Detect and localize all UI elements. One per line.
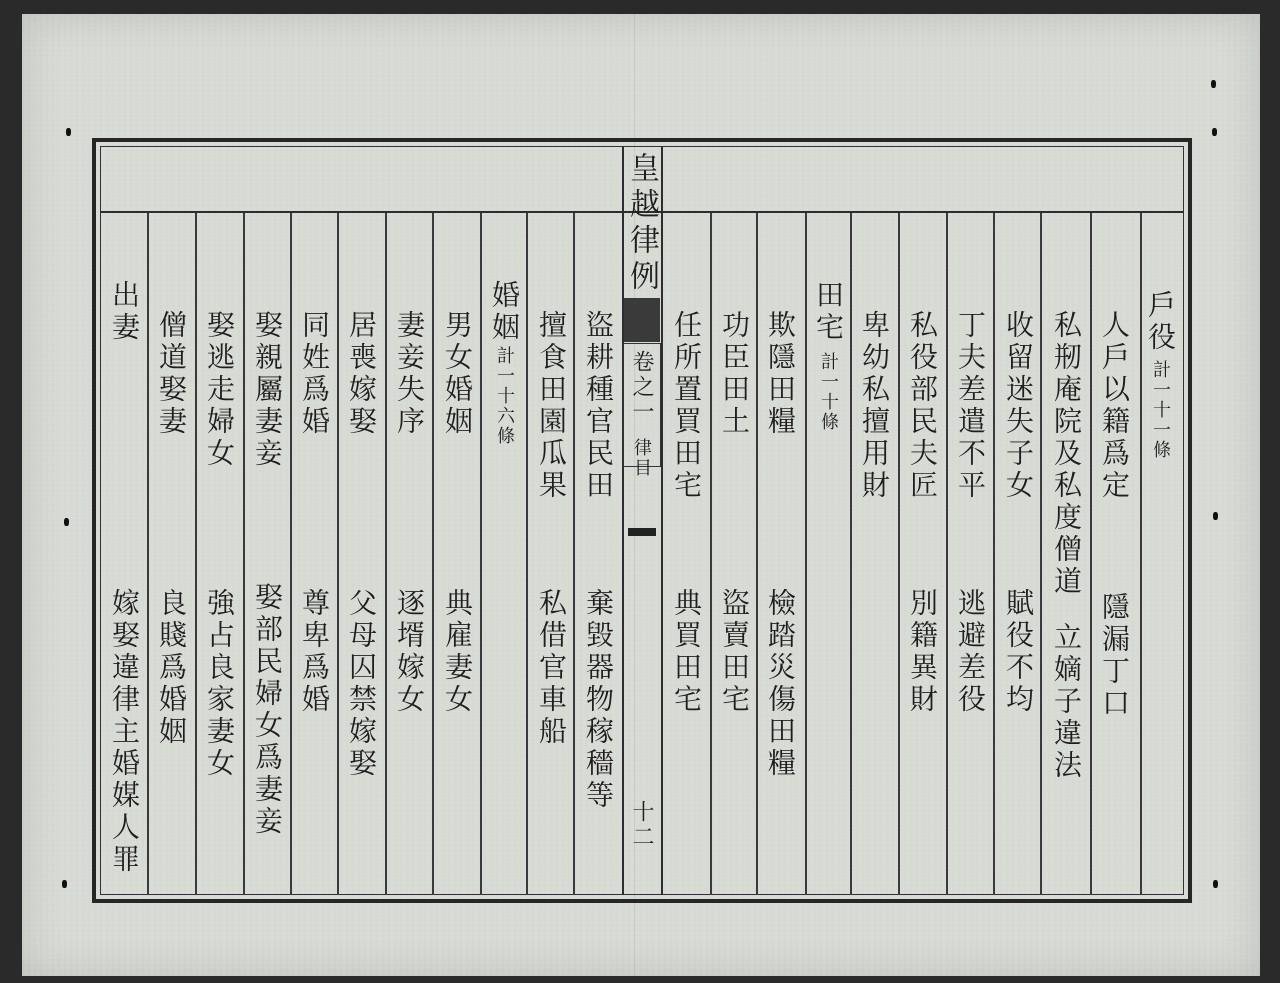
entry-top: 盜耕種官民田: [582, 310, 615, 502]
entry-top: 僧道娶妻: [155, 310, 188, 438]
entry-bottom: 私借官車船: [535, 588, 568, 748]
section-heading-huyi: 戶役: [1144, 290, 1177, 354]
entry-top: 人戶以籍爲定: [1098, 310, 1131, 502]
entry-bottom: 強占良家妻女: [203, 588, 236, 780]
entry-bottom: 尊卑爲婚: [298, 588, 331, 716]
binding-hole: [66, 128, 71, 136]
entry-bottom: 立嫡子違法: [1050, 622, 1083, 782]
column-rule: [573, 213, 575, 895]
entry-bottom: 逐壻嫁女: [393, 588, 426, 716]
black-fishtail-block: [624, 298, 660, 342]
binding-hole: [1213, 512, 1218, 520]
entry-top: 私剏庵院及私度僧道: [1050, 310, 1083, 598]
entry-bottom: 檢踏災傷田糧: [764, 588, 797, 780]
entry-bottom: 嫁娶違律主婚媒人罪: [108, 588, 141, 876]
entry-bottom: 典買田宅: [670, 588, 703, 716]
column-rule: [1090, 213, 1092, 895]
entry-bottom: 典雇妻女: [441, 588, 474, 716]
binding-hole: [1211, 80, 1216, 88]
column-rule: [898, 213, 900, 895]
entry-bottom: 娶部民婦女爲妻妾: [251, 582, 284, 838]
entry-bottom: 賦役不均: [1002, 588, 1035, 716]
entry-bottom: 隱漏丁口: [1098, 592, 1131, 720]
column-rule: [946, 213, 948, 895]
entry-top: 擅食田園瓜果: [535, 310, 568, 502]
column-rule: [480, 213, 482, 895]
entry-top: 同姓爲婚: [298, 310, 331, 438]
entry-top: 男女婚姻: [441, 310, 474, 438]
entry-top: 任所置買田宅: [670, 310, 703, 502]
page-number: 十二: [629, 800, 654, 850]
section-count-tianzhai: 計一十條: [818, 352, 839, 432]
volume-label: 卷之一: [629, 350, 654, 425]
column-rule: [1140, 213, 1142, 895]
entry-top: 卑幼私擅用財: [858, 310, 891, 502]
column-rule: [147, 213, 149, 895]
entry-top: 娶逃走婦女: [203, 310, 236, 470]
entry-top: 功臣田土: [718, 310, 751, 438]
entry-bottom: 別籍異財: [906, 588, 939, 716]
column-rule: [710, 213, 712, 895]
entry-top: 收留迷失子女: [1002, 310, 1035, 502]
entry-top: 娶親屬妻妾: [251, 310, 284, 470]
binding-hole: [62, 880, 67, 888]
column-rule: [195, 213, 197, 895]
section-label: 律目: [631, 438, 652, 478]
column-rule: [993, 213, 995, 895]
section-count-huyi: 計一十一條: [1150, 360, 1171, 460]
binding-hole: [1212, 128, 1217, 136]
column-rule: [432, 213, 434, 895]
section-count-hunyin: 計一十六條: [494, 346, 515, 446]
entry-top: 妻妾失序: [393, 310, 426, 438]
column-rule: [385, 213, 387, 895]
entry-top: 丁夫差遣不平: [954, 310, 987, 502]
column-rule: [1040, 213, 1042, 895]
entry-bottom: 棄毀器物稼穡等: [582, 588, 615, 812]
entry-bottom: 盜賣田宅: [718, 588, 751, 716]
column-rule: [756, 213, 758, 895]
section-heading-tianzhai: 田宅: [812, 280, 845, 344]
book-title: 皇越律例: [624, 152, 659, 296]
section-heading-hunyin: 婚姻: [488, 280, 521, 344]
column-rule: [243, 213, 245, 895]
column-rule: [805, 213, 807, 895]
center-column-border: [661, 146, 663, 895]
entry-bottom: 父母囚禁嫁娶: [345, 588, 378, 780]
binding-hole: [64, 518, 69, 526]
binding-hole: [1213, 880, 1218, 888]
column-rule: [526, 213, 528, 895]
column-rule: [337, 213, 339, 895]
entry-top: 私役部民夫匠: [906, 310, 939, 502]
column-rule: [850, 213, 852, 895]
entry-bottom: 良賤爲婚姻: [155, 588, 188, 748]
fishtail-mark: [628, 528, 656, 536]
entry-top: 欺隱田糧: [764, 310, 797, 438]
entry-top: 居喪嫁娶: [345, 310, 378, 438]
column-rule: [290, 213, 292, 895]
entry-top: 出妻: [108, 280, 141, 344]
entry-bottom: 逃避差役: [954, 588, 987, 716]
